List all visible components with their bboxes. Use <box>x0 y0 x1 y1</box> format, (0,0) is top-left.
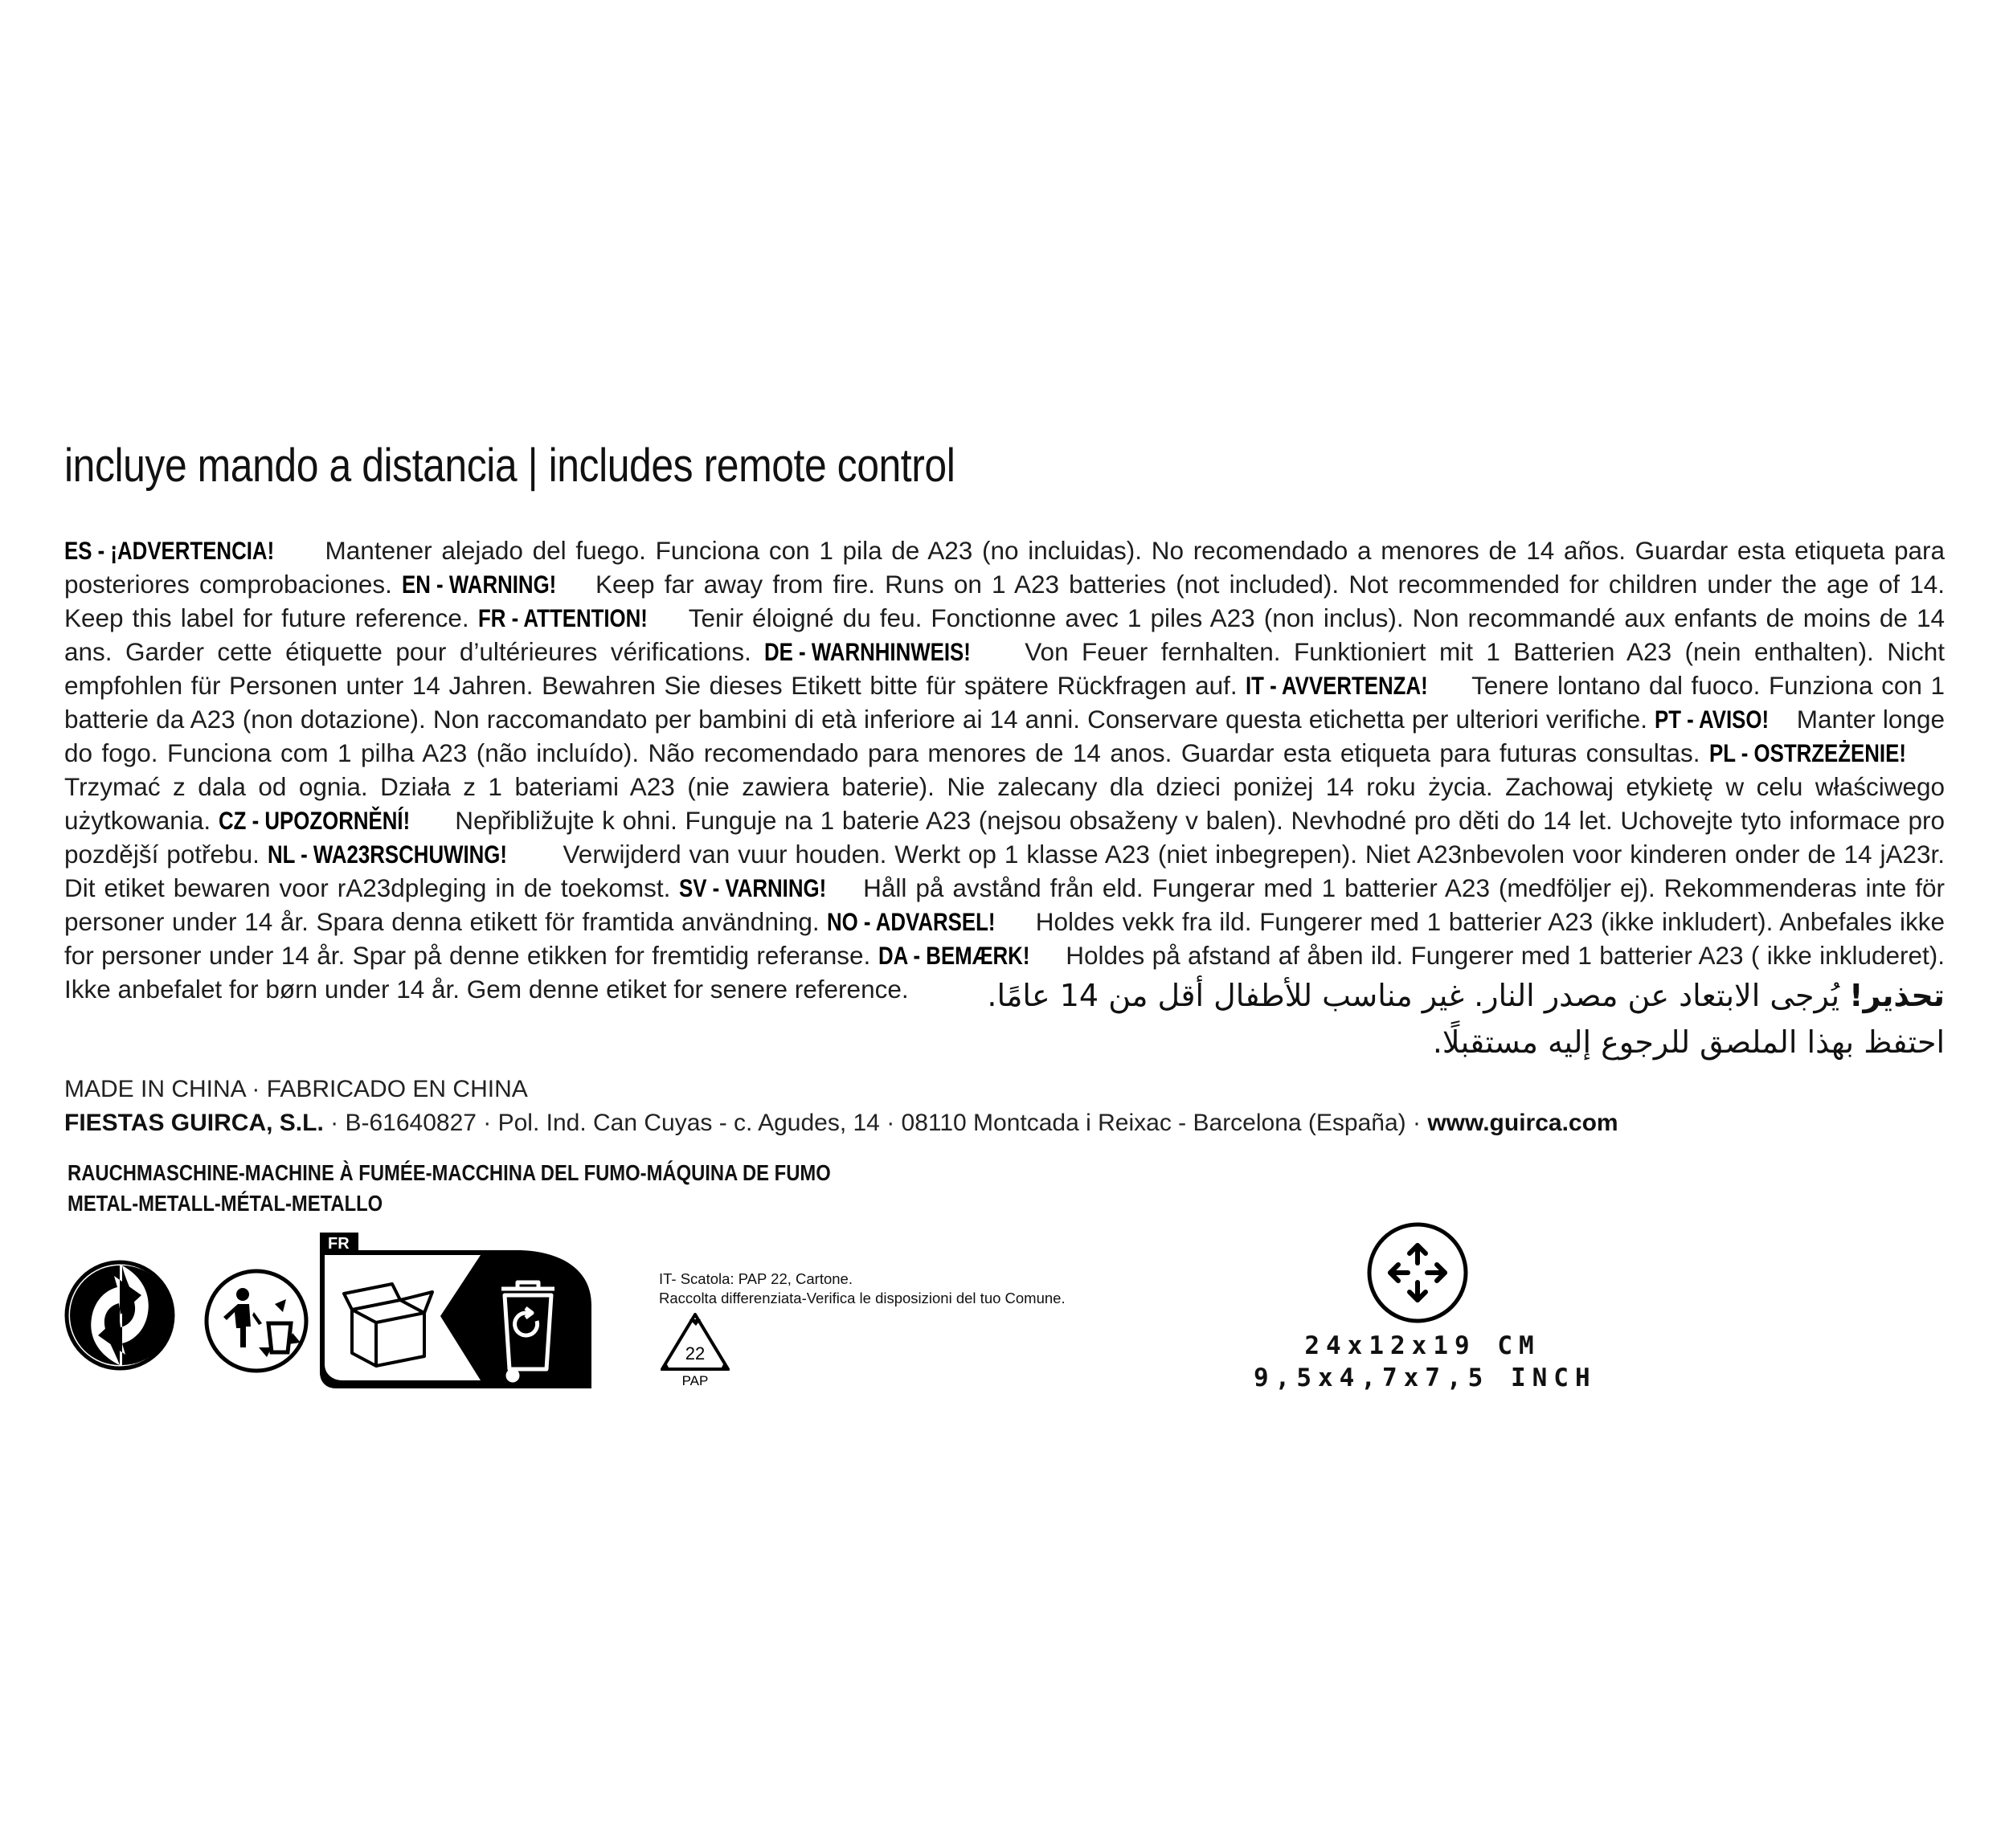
recycling-info-it <box>659 1269 1066 1308</box>
material-info <box>68 1158 831 1219</box>
recycling-line-2: Raccolta differenziata-Verifica le disposizioni del tuo Comune. <box>659 1290 1066 1306</box>
warning-text: Verwijderd van vuur houden. Werkt op 1 klasse A23 (niet inbegrepen). Niet A23nbevolen voor kinderen onder de 14 jA23r. Dit etiket bewaren voor rA23dpleging in de toekomst. <box>64 840 1945 902</box>
dimensions-arrows-icon <box>1366 1221 1469 1324</box>
warning-label: NL - WA23RSCHUWING! <box>267 840 507 869</box>
company-line <box>64 1107 1618 1139</box>
warning-text: Keep far away from fire. Runs on 1 A23 batteries (not included). Not recommended for children under the age of 14. Keep this label for future reference. <box>64 570 1945 632</box>
dimensions <box>1254 1330 1597 1394</box>
material-line-2: METAL-METALL-MÉTAL-METALLO <box>68 1191 383 1216</box>
warning-label: CZ - UPOZORNĚNÍ! <box>218 806 410 835</box>
warning-text: Mantener alejado del fuego. Funciona con 1 pila de A23 (no incluidas). No recomendado a menores de 14 años. Guardar esta etiqueta para posteriores comprobaciones. <box>64 536 1945 599</box>
warning-label: SV - VARNING! <box>679 873 827 902</box>
warning-label: DA - BEMÆRK! <box>878 941 1030 970</box>
pap-recycling-icon <box>659 1310 731 1390</box>
warning-text-arabic: يُرجى الابتعاد عن مصدر النار. غير مناسب للأطفال أقل من 14 عامًا. احتفظ بهذا الملصق للرجوع إليه مستقبلًا. <box>987 978 1945 1060</box>
warning-label-arabic: تحذير! <box>1849 978 1945 1013</box>
warning-label: PL - OSTRZEŻENIE! <box>1708 738 1906 767</box>
recycling-line-1: IT- Scatola: PAP 22, Cartone. <box>659 1270 853 1287</box>
company-details: · B-61640827 · Pol. Ind. Can Cuyas - c. Agudes, 14 · 08110 Montcada i Reixac - Barcelona (España) · <box>323 1110 1428 1136</box>
warning-text: Trzymać z dala od ognia. Działa z 1 bateriami A23 (nie zawiera baterie). Nie zalecany dla dzieci poniżej 14 roku życia. Zachowaj etykietę w celu właściwego użytkowania. <box>64 772 1945 835</box>
warning-text: Manter longe do fogo. Funciona com 1 pilha A23 (não incluído). Não recomendado para menores de 14 anos. Guardar esta etiqueta para futuras consultas. <box>64 705 1945 767</box>
warnings-paragraph <box>64 534 1945 1006</box>
warning-arabic <box>900 972 1945 1065</box>
warning-label: IT - AVVERTENZA! <box>1246 671 1428 700</box>
green-dot-icon <box>64 1260 175 1371</box>
made-in-line: MADE IN CHINA · FABRICADO EN CHINA <box>64 1076 528 1102</box>
warning-label: DE - WARNHINWEIS! <box>764 637 972 666</box>
headline: incluye mando a distancia | includes remote control <box>64 440 955 492</box>
warning-text: Tenir éloigné du feu. Fonctionne avec 1 piles A23 (non inclus). Non recommandé aux enfants de moins de 14 ans. Garder cette étiquette pour d’ultérieures vérifications. <box>64 603 1946 666</box>
warning-text: Holdes på afstand af åben ild. Fungerer med 1 batterier A23 ( ikke inkluderet). Ikke anbefalet for børn under 14 år. Gem denne etiket for senere reference. <box>64 941 1946 1004</box>
pap-label: PAP <box>681 1373 709 1388</box>
material-line-1: RAUCHMASCHINE-MACHINE À FUMÉE-MACCHINA DEL FUMO-MÁQUINA DE FUMO <box>68 1160 831 1185</box>
warning-text: Holdes vekk fra ild. Fungerer med 1 batterier A23 (ikke inkludert). Anbefales ikke for personer under 14 år. Spar på denne etikken for fremtidig referanse. <box>64 907 1946 970</box>
company-website: www.guirca.com <box>1427 1110 1618 1136</box>
warning-label: EN - WARNING! <box>402 570 557 599</box>
triman-sorting-icon <box>320 1233 591 1388</box>
warning-text: Håll på avstånd från eld. Fungerar med 1 batterier A23 (medföljer ej). Rekommenderas inte för personer under 14 år. Spara denna etikett för framtida användning. <box>64 873 1945 936</box>
warning-label: PT - AVISO! <box>1655 705 1770 734</box>
warning-text: Nepřibližujte k ohni. Funguje na 1 baterie A23 (nejsou obsaženy v balen). Nevhodné pro děti do 14 let. Uchovejte tyto informace pro pozdější potřebu. <box>64 806 1945 869</box>
warning-label: FR - ATTENTION! <box>477 603 648 632</box>
pap-number: 22 <box>685 1343 706 1364</box>
dimensions-inch: 9,5x4,7x7,5 INCH <box>1254 1364 1597 1392</box>
triman-label: FR <box>328 1235 350 1253</box>
company-name: FIESTAS GUIRCA, S.L. <box>64 1110 324 1136</box>
dimensions-cm: 24x12x19 CM <box>1304 1331 1541 1360</box>
warning-label: ES - ¡ADVERTENCIA! <box>64 536 275 565</box>
warning-text: Tenere lontano dal fuoco. Funziona con 1 batterie da A23 (non dotazione). Non raccomandato per bambini di età inferiore ai 14 anni. Conservare questa etichetta per ulteriori verifiche. <box>64 671 1945 734</box>
warning-label: NO - ADVARSEL! <box>827 907 996 936</box>
tidyman-icon <box>203 1267 310 1375</box>
warning-text: Von Feuer fernhalten. Funktioniert mit 1 Batterien A23 (nein enthalten). Nicht empfohlen für Personen unter 14 Jahren. Bewahren Sie dieses Etikett bitte für spätere Rückfragen auf. <box>64 637 1945 700</box>
